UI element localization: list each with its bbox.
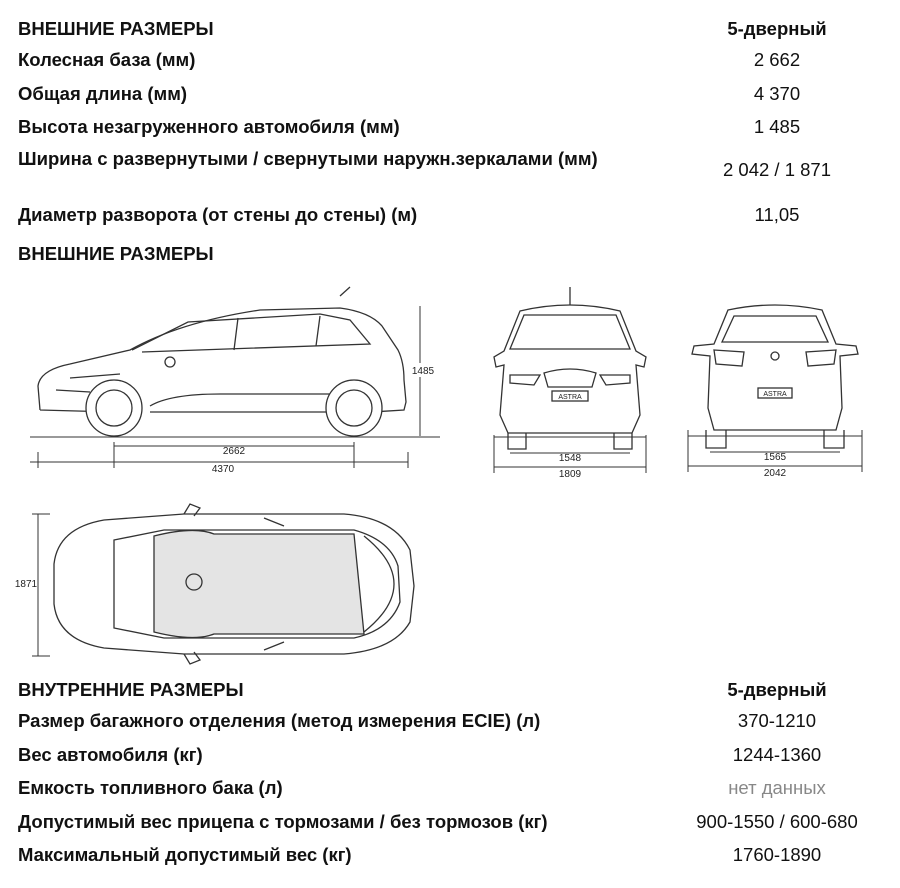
row-value: 11,05 <box>754 204 800 225</box>
row-value: 2 662 <box>753 49 801 70</box>
row-value: 1 485 <box>753 116 801 137</box>
row-label: Общая длина (мм) <box>18 83 188 104</box>
row-value: 2 042 / 1 871 <box>722 159 831 180</box>
rear-badge: ASTRA <box>763 391 787 398</box>
side-dimension-lines <box>30 306 440 468</box>
row-label: Ширина с развернутыми / свернутыми наружн.зеркалами (мм) <box>18 148 598 169</box>
side-view-drawing <box>20 282 450 480</box>
side-wheels <box>86 380 382 436</box>
top-car-outline <box>54 504 414 664</box>
front-badge: ASTRA <box>558 394 582 401</box>
row-value: 370-1210 <box>737 710 817 731</box>
rear-view-drawing <box>680 290 875 480</box>
top-view-drawing <box>14 500 424 670</box>
row-label: Вес автомобиля (кг) <box>18 744 203 765</box>
length-label: 4370 <box>211 464 235 475</box>
front-view-drawing <box>480 285 670 480</box>
height-label: 1485 <box>411 366 435 377</box>
row-label: Максимальный допустимый вес (кг) <box>18 844 352 865</box>
row-value: нет данных <box>728 777 826 798</box>
row-label: Высота незагруженного автомобиля (мм) <box>18 116 400 137</box>
row-label: Диаметр разворота (от стены до стены) (м) <box>18 204 418 225</box>
front-car-outline <box>494 287 646 449</box>
row-value: 900-1550 / 600-680 <box>696 811 858 832</box>
row-label: Колесная база (мм) <box>18 49 196 70</box>
row-value: 1760-1890 <box>732 844 822 865</box>
front-track-label: 1548 <box>558 453 582 464</box>
rear-width-label: 2042 <box>763 468 787 479</box>
wheelbase-label: 2662 <box>222 446 246 457</box>
front-width-label: 1809 <box>558 469 582 480</box>
exterior-column-header: 5-дверный <box>727 18 827 39</box>
row-label: Размер багажного отделения (метод измерения ECIE) (л) <box>18 710 541 731</box>
rear-dimension-lines <box>688 430 862 472</box>
row-value: 1244-1360 <box>732 744 822 765</box>
interior-column-header: 5-дверный <box>727 679 827 700</box>
rear-track-label: 1565 <box>763 452 787 463</box>
row-label: Допустимый вес прицепа с тормозами / без тормозов (кг) <box>18 811 548 832</box>
drawings-section-title: ВНЕШНИЕ РАЗМЕРЫ <box>18 243 214 264</box>
row-value: 4 370 <box>753 83 801 104</box>
exterior-section-title: ВНЕШНИЕ РАЗМЕРЫ <box>18 18 214 39</box>
rear-car-outline <box>692 305 858 448</box>
row-label: Емкость топливного бака (л) <box>18 777 283 798</box>
top-width-label: 1871 <box>14 579 38 590</box>
interior-section-title: ВНУТРЕННИЕ РАЗМЕРЫ <box>18 679 244 700</box>
